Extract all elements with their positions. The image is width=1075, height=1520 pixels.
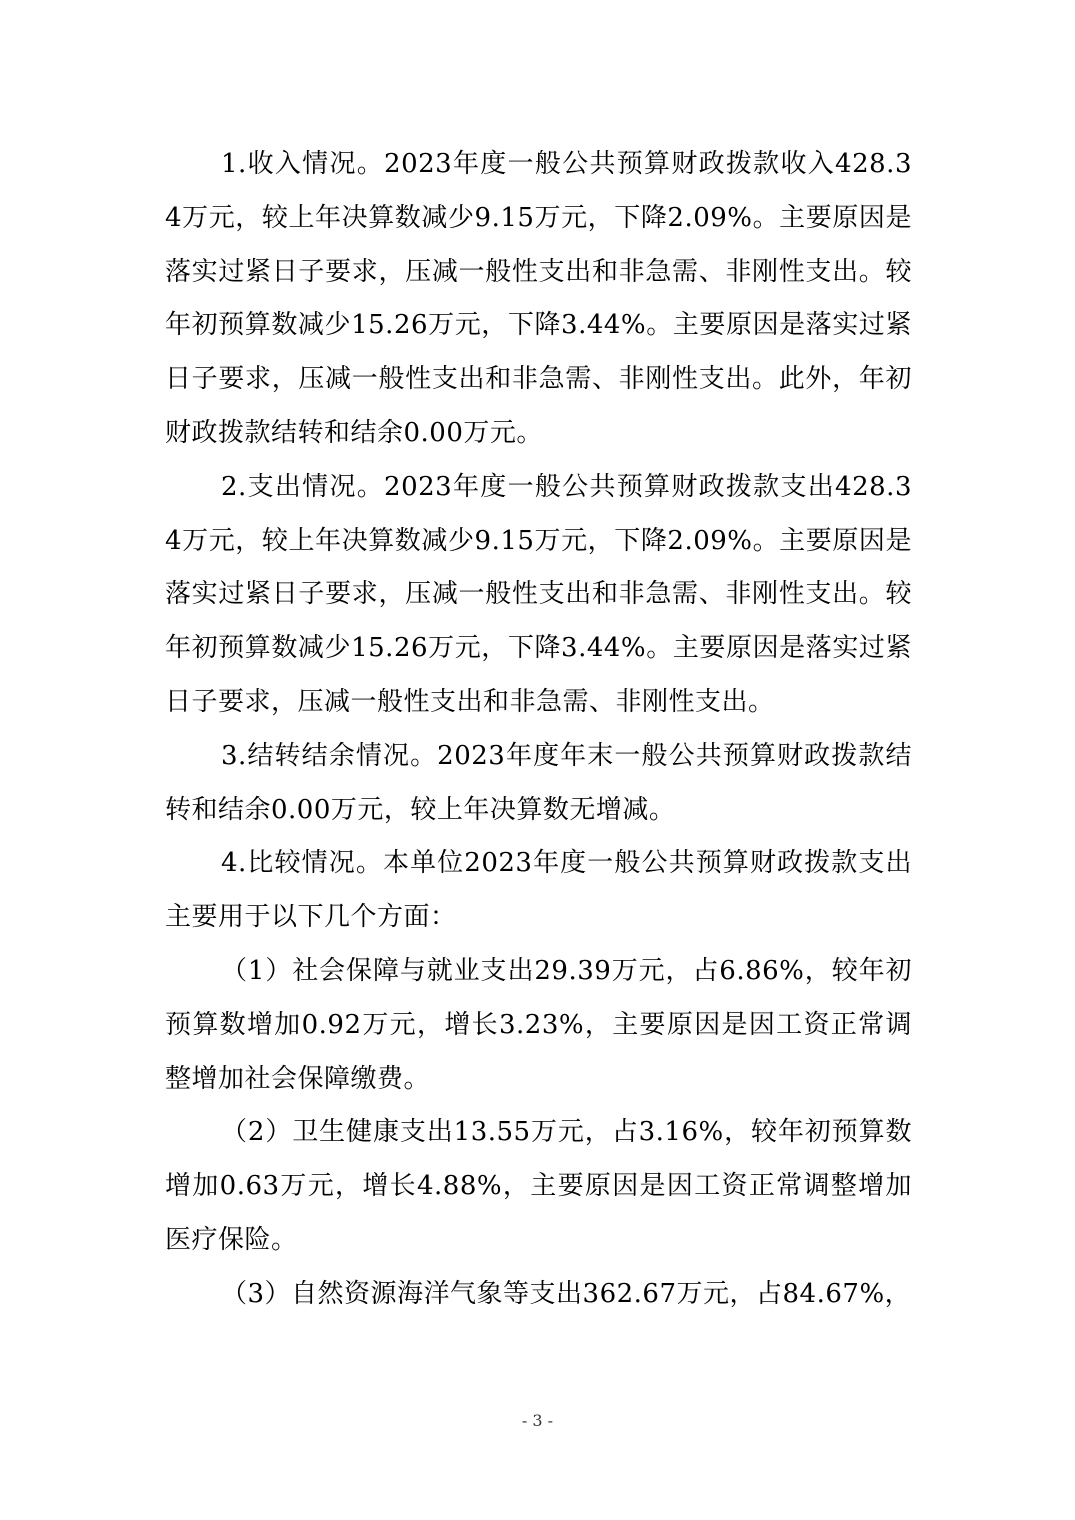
document-body	[165, 138, 912, 1398]
paragraph-item-social-security: （1）社会保障与就业支出29.39万元，占6.86%，较年初预算数增加0.92万元，增长3.23%，主要原因是因工资正常调整增加社会保障缴费。	[165, 955, 912, 1094]
paragraph-comparison: 4.比较情况。本单位2023年度一般公共预算财政拨款支出主要用于以下几个方面：	[165, 848, 912, 933]
paragraph-item-natural-resources: （3）自然资源海洋气象等支出362.67万元，占84.67%，	[221, 1278, 912, 1309]
paragraph-item-health: （2）卫生健康支出13.55万元，占3.16%，较年初预算数增加0.63万元，增长4.88%，主要原因是因工资正常调整增加医疗保险。	[165, 1117, 912, 1255]
page-number: - 3 -	[521, 1411, 554, 1430]
paragraph-carryover: 3.结转结余情况。2023年度年末一般公共预算财政拨款结转和结余0.00万元，较上年决算数无增减。	[165, 740, 912, 825]
paragraph-income: 1.收入情况。2023年度一般公共预算财政拨款收入428.34万元，较上年决算数减少9.15万元，下降2.09%。主要原因是落实过紧日子要求，压减一般性支出和非急需、非刚性支出。较年初预算数减少15.26万元，下降3.44%。主要原因是落实过紧日子要求，压减一般性支出和非急需、非刚性支出。此外，年初财政拨款结转和结余0.00万元。	[165, 149, 912, 448]
paragraph-expenditure: 2.支出情况。2023年度一般公共预算财政拨款支出428.34万元，较上年决算数减少9.15万元，下降2.09%。主要原因是落实过紧日子要求，压减一般性支出和非急需、非刚性支出。较年初预算数减少15.26万元，下降3.44%。主要原因是落实过紧日子要求，压减一般性支出和非急需、非刚性支出。	[165, 471, 912, 717]
